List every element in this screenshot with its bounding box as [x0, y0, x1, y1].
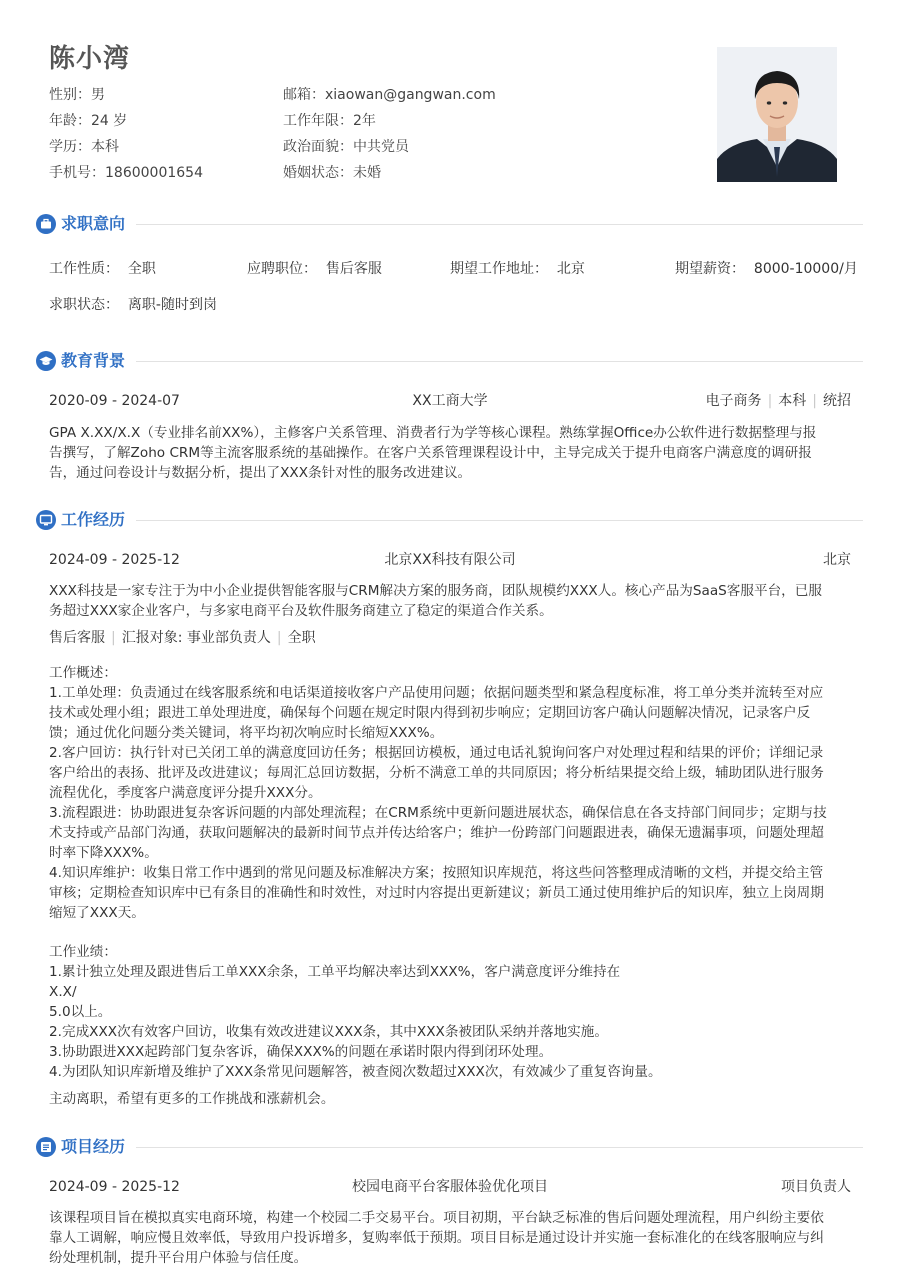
- work-role-row: 售后客服 | 汇报对象: 事业部负责人 | 全职: [49, 630, 316, 646]
- section-header-intent: [36, 212, 863, 236]
- company-description: XXX科技是一家专注于为中小企业提供智能客服与CRM解决方案的服务商，团队规模约XXX人。核心产品为SaaS客服平台，已服 务超过XXX家企业客户，与多家电商平台及软件服务商建立了稳定的渠道合作关系。: [49, 583, 822, 619]
- section-title: 项目经历: [61, 1137, 126, 1156]
- work-overview: 工作概述： 1.工单处理：负责通过在线客服系统和电话渠道接收客户产品使用问题；依据问题类型和紧急程度标准，将工单分类并流转至对应 技术或处理小组；跟进工单处理进度，确保每个问题在规定时限内得到初步响应；定期回访客户确认问题解决情况，记录客户反 馈；通过优化问题分类关键词，将平均初次响应时长缩短XXX%。 2.客户回访：执行针对已关闭工单的满意度回访任务；根据回访模板，通过电话礼貌询问客户对处理过程和结果的评价；详细记录 客户给出的表扬、批评及改进建议；每周汇总回访数据，分析不满意工单的共同原因；将分析结果提交给上级，辅助团队进行服务 流程优化，季度客户满意度评分提升XXX分。 3.流程跟进：协助跟进复杂客诉问题的内部处理流程；在CRM系统中更新问题进展状态，确保信息在各支持部门间同步；定期与技 术支持或产品部门沟通，获取问题解决的最新时间节点并传达给客户；维护一份跨部门问题跟进表，确保无遗漏事项，问题处理超 时率下降XXX%。 4.知识库维护：收集日常工作中遇到的常见问题及标准解决方案；按照知识库规范，将这些问答整理成清晰的文档，并提交给主管 审核；定期检查知识库中已有条目的准确性和时效性，对过时内容提出更新建议；新员工通过使用维护后的知识库，独立上岗周期 缩短了XXX天。: [49, 665, 827, 921]
- project-name: 校园电商平台客服体验优化项目: [352, 1179, 548, 1195]
- info-marital: 婚姻状态：未婚: [283, 165, 381, 181]
- info-age: 年龄：24 岁: [49, 113, 128, 129]
- info-politics: 政治面貌：中共党员: [283, 139, 409, 155]
- leave-reason: 主动离职，希望有更多的工作挑战和涨薪机会。: [49, 1091, 335, 1107]
- education-row: [49, 391, 851, 411]
- work-row: [49, 550, 851, 570]
- intent-location: 期望工作地址： 北京: [450, 261, 585, 277]
- candidate-name: 陈小湾: [49, 44, 131, 74]
- divider: [136, 224, 863, 225]
- section-title: 教育背景: [61, 351, 126, 370]
- work-achievements: 工作业绩： 1.累计独立处理及跟进售后工单XXX余条，工单平均解决率达到XXX%，客户满意度评分维持在 X.X/ 5.0以上。 2.完成XXX次有效客户回访，收集有效改进建议XXX条，其中XXX条被团队采纳并落地实施。 3.协助跟进XXX起跨部门复杂客诉，确保XXX%的问题在承诺时限内得到闭环处理。 4.为团队知识库新增及维护了XXX条常见问题解答，被查阅次数超过XXX次，有效减少了重复咨询量。: [49, 944, 662, 1080]
- divider: [136, 361, 863, 362]
- divider: [136, 1147, 863, 1148]
- project-period: 2024-09 - 2025-12: [49, 1179, 180, 1195]
- info-phone: 手机号：18600001654: [49, 165, 203, 181]
- work-period: 2024-09 - 2025-12: [49, 552, 180, 568]
- project-role: 项目负责人: [781, 1179, 851, 1195]
- info-gender: 性别：男: [49, 87, 105, 103]
- intent-type: 工作性质： 全职: [49, 261, 156, 277]
- briefcase-icon: [36, 214, 56, 234]
- section-header-project: [36, 1135, 863, 1159]
- intent-position: 应聘职位： 售后客服: [247, 261, 382, 277]
- section-title: 求职意向: [61, 214, 126, 233]
- info-years: 工作年限：2年: [283, 113, 376, 129]
- education-meta: 电子商务 | 本科 | 统招: [705, 393, 851, 409]
- info-education: 学历：本科: [49, 139, 119, 155]
- divider: [136, 520, 863, 521]
- project-row: [49, 1177, 851, 1197]
- profile-photo: [717, 47, 837, 182]
- education-school: XX工商大学: [412, 393, 488, 409]
- work-company: 北京XX科技有限公司: [384, 552, 516, 568]
- graduation-cap-icon: [36, 351, 56, 371]
- education-period: 2020-09 - 2024-07: [49, 393, 180, 409]
- intent-status: 求职状态： 离职-随时到岗: [49, 297, 217, 313]
- monitor-icon: [36, 510, 56, 530]
- section-title: 工作经历: [61, 510, 126, 529]
- list-icon: [36, 1137, 56, 1157]
- section-header-work: [36, 508, 863, 532]
- work-city: 北京: [823, 552, 851, 568]
- section-header-education: [36, 349, 863, 373]
- education-description: GPA X.XX/X.X（专业排名前XX%），主修客户关系管理、消费者行为学等核心课程。熟练掌握Office办公软件进行数据整理与报 告撰写，了解Zoho CRM等主流客服系统的基础操作。在客户关系管理课程设计中，主导完成关于提升电商客户满意度的调研报 告，通过问卷设计与数据分析，提出了XXX条针对性的服务改进建议。: [49, 425, 817, 481]
- info-email: 邮箱：xiaowan@gangwan.com: [283, 87, 496, 103]
- intent-salary: 期望薪资： 8000-10000/月: [675, 261, 858, 277]
- project-description: 该课程项目旨在模拟真实电商环境，构建一个校园二手交易平台。项目初期，平台缺乏标准的售后问题处理流程，用户纠纷主要依 靠人工调解，响应慢且效率低，导致用户投诉增多，复购率低于预期。项目目标是通过设计并实施一套标准化的在线客服响应与纠 纷处理机制，提升平台用户体验与信任度。: [49, 1210, 824, 1266]
